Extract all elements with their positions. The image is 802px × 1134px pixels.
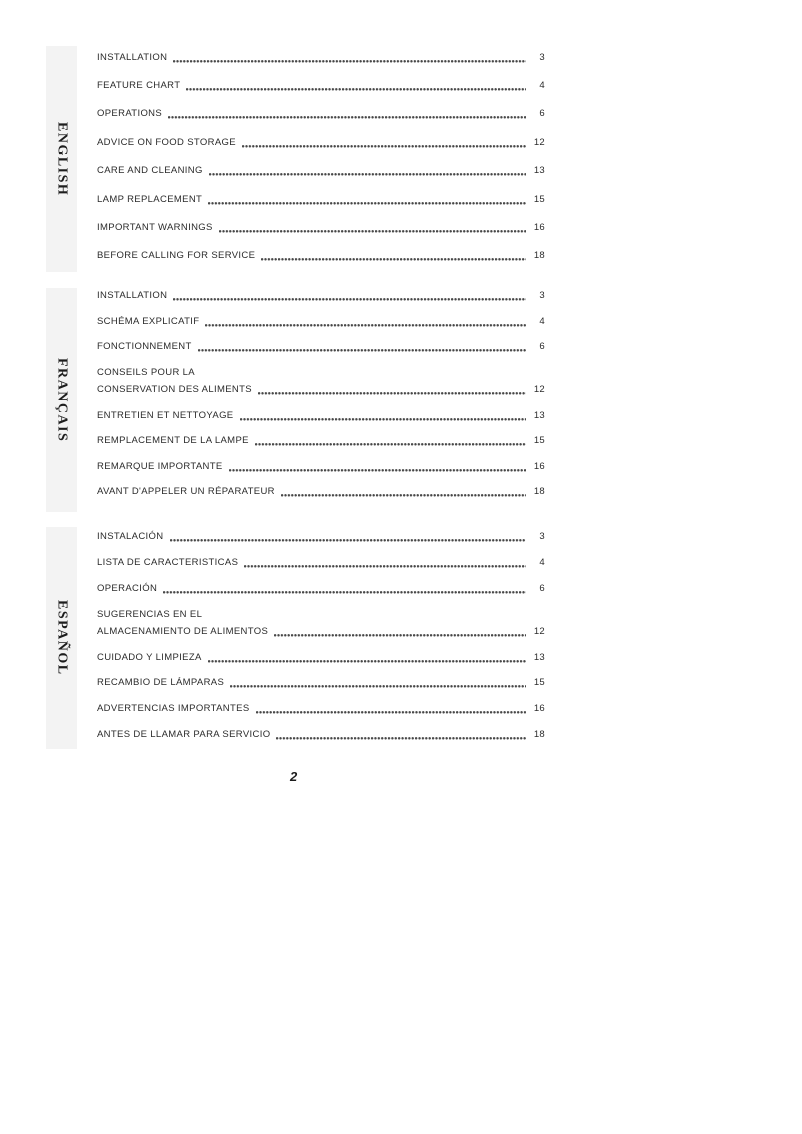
dotted-leader	[230, 685, 526, 688]
toc-entry	[97, 454, 545, 480]
toc-entry	[97, 696, 545, 722]
dotted-leader	[261, 258, 526, 261]
toc-entry-page-number: 16	[533, 703, 545, 715]
toc-entry	[97, 100, 545, 128]
toc-entry-title: IMPORTANT WARNINGS	[97, 222, 213, 234]
toc-entry-line	[97, 483, 545, 500]
toc-entry	[97, 283, 545, 309]
toc-section-espanol	[97, 524, 545, 747]
dotted-leader	[219, 230, 526, 233]
toc-entry-line	[97, 407, 545, 424]
page-number: 2	[290, 769, 298, 784]
dotted-leader	[208, 202, 526, 205]
dotted-leader	[186, 88, 526, 91]
toc-entry-line	[97, 364, 545, 381]
toc-entry-page-number: 18	[533, 250, 545, 262]
toc-entry-page-number: 6	[539, 108, 545, 120]
toc-entry-line	[97, 49, 545, 66]
toc-entry	[97, 550, 545, 576]
toc-entry-page-number: 4	[539, 315, 545, 327]
toc-entry-line	[97, 606, 545, 623]
language-strip-espanol	[46, 527, 77, 749]
dotted-leader	[240, 418, 527, 421]
language-label-francais: FRANÇAIS	[54, 357, 70, 443]
toc-entry-title: INSTALLATION	[97, 51, 168, 63]
toc-entry-title: BEFORE CALLING FOR SERVICE	[97, 250, 256, 262]
toc-entry-page-number: 6	[539, 341, 545, 353]
toc-entry	[97, 185, 545, 213]
toc-entry-page-number: 13	[533, 165, 545, 177]
toc-entry-line	[97, 77, 545, 94]
toc-entry-page-number: 3	[539, 290, 545, 302]
toc-entry-title: CONSERVATION DES ALIMENTS	[97, 384, 252, 396]
toc-entry-title: FONCTIONNEMENT	[97, 341, 192, 353]
toc-entry	[97, 334, 545, 360]
dotted-leader	[229, 469, 526, 472]
toc-entry-line	[97, 726, 545, 743]
toc-entry-title: RECAMBIO DE LÁMPARAS	[97, 677, 225, 689]
toc-entry-line	[97, 338, 545, 355]
toc-entry-line	[97, 313, 545, 330]
dotted-leader	[208, 660, 526, 663]
toc-entry	[97, 601, 545, 644]
toc-entry-title: AVANT D'APPELER UN RÉPARATEUR	[97, 486, 275, 498]
toc-entry-title: LAMP REPLACEMENT	[97, 193, 203, 205]
toc-entry	[97, 128, 545, 156]
toc-entry	[97, 402, 545, 428]
toc-entry	[97, 479, 545, 505]
toc-entry-line	[97, 191, 545, 208]
toc-entry-title: SUGERENCIAS EN EL	[97, 608, 203, 620]
toc-entry-page-number: 15	[533, 193, 545, 205]
toc-entry-line	[97, 381, 545, 398]
toc-entry-page-number: 3	[539, 51, 545, 63]
toc-entry	[97, 309, 545, 335]
toc-entry	[97, 670, 545, 696]
dotted-leader	[258, 392, 526, 395]
toc-entry-title: ENTRETIEN ET NETTOYAGE	[97, 409, 234, 421]
toc-entry-line	[97, 134, 545, 151]
toc-entry-page-number: 12	[533, 136, 545, 148]
toc-entry-title: REMARQUE IMPORTANTE	[97, 460, 223, 472]
dotted-leader	[170, 539, 527, 542]
toc-entry-title: LISTA DE CARACTERISTICAS	[97, 557, 239, 569]
dotted-leader	[173, 298, 526, 301]
toc-entry-page-number: 13	[533, 651, 545, 663]
toc-entry-line	[97, 580, 545, 597]
toc-entry	[97, 71, 545, 99]
language-strip-francais	[46, 288, 77, 512]
toc-entry-title: ALMACENAMIENTO DE ALIMENTOS	[97, 625, 269, 637]
dotted-leader	[256, 711, 526, 714]
toc-entry-line	[97, 219, 545, 236]
toc-entry-title: CUIDADO Y LIMPIEZA	[97, 651, 202, 663]
toc-entry-title: CONSEILS POUR LA	[97, 367, 195, 379]
toc-entry	[97, 157, 545, 185]
toc-entry-title: ADVERTENCIAS IMPORTANTES	[97, 703, 250, 715]
toc-entry-line	[97, 554, 545, 571]
toc-entry	[97, 576, 545, 602]
toc-entry-page-number: 18	[533, 486, 545, 498]
toc-entry-title: SCHÉMA EXPLICATIF	[97, 315, 200, 327]
toc-entry-line	[97, 674, 545, 691]
toc-entry-title: INSTALLATION	[97, 290, 168, 302]
toc-entry-title: INSTALACIÓN	[97, 531, 164, 543]
toc-entry-page-number: 4	[539, 557, 545, 569]
toc-entry-page-number: 16	[533, 460, 545, 472]
toc-entry-line	[97, 528, 545, 545]
toc-entry-line	[97, 432, 545, 449]
toc-entry-page-number: 18	[533, 728, 545, 740]
dotted-leader	[274, 634, 526, 637]
toc-entry-title: OPERACIÓN	[97, 582, 158, 594]
toc-entry-title: ADVICE ON FOOD STORAGE	[97, 136, 236, 148]
toc-entry	[97, 213, 545, 241]
toc-entry-title: REMPLACEMENT DE LA LAMPE	[97, 435, 249, 447]
toc-entry-page-number: 16	[533, 222, 545, 234]
dotted-leader	[168, 116, 526, 119]
toc-entry-title: ANTES DE LLAMAR PARA SERVICIO	[97, 728, 271, 740]
toc-entry	[97, 43, 545, 71]
toc-entry-line	[97, 700, 545, 717]
toc-entry-page-number: 15	[533, 677, 545, 689]
dotted-leader	[173, 60, 526, 63]
toc-entry-page-number: 6	[539, 582, 545, 594]
dotted-leader	[209, 173, 526, 176]
dotted-leader	[163, 591, 526, 594]
toc-entry-title: FEATURE CHART	[97, 80, 181, 92]
dotted-leader	[205, 324, 526, 327]
toc-entry-title: CARE AND CLEANING	[97, 165, 203, 177]
dotted-leader	[242, 145, 526, 148]
toc-entry	[97, 360, 545, 403]
toc-entry-line	[97, 105, 545, 122]
toc-entry-line	[97, 287, 545, 304]
toc-entry-line	[97, 623, 545, 640]
toc-entry-line	[97, 162, 545, 179]
toc-entry-line	[97, 649, 545, 666]
toc-entry-page-number: 12	[533, 384, 545, 396]
toc-entry-title: OPERATIONS	[97, 108, 163, 120]
toc-entry-page-number: 12	[533, 625, 545, 637]
dotted-leader	[244, 565, 526, 568]
toc-entry-page-number: 15	[533, 435, 545, 447]
toc-section-francais	[97, 283, 545, 505]
language-strip-english	[46, 46, 77, 272]
toc-entry-page-number: 3	[539, 531, 545, 543]
toc-entry-page-number: 4	[539, 80, 545, 92]
toc-section-english	[97, 43, 545, 270]
toc-entry	[97, 644, 545, 670]
dotted-leader	[198, 349, 526, 352]
dotted-leader	[255, 443, 526, 446]
language-label-english: ENGLISH	[54, 121, 70, 197]
toc-entry-line	[97, 458, 545, 475]
toc-entry-page-number: 13	[533, 409, 545, 421]
dotted-leader	[281, 494, 526, 497]
toc-entry	[97, 524, 545, 550]
toc-entry	[97, 428, 545, 454]
toc-entry	[97, 722, 545, 748]
toc-entry-line	[97, 247, 545, 264]
dotted-leader	[276, 737, 526, 740]
toc-entry	[97, 242, 545, 270]
language-label-espanol: ESPAÑOL	[54, 600, 70, 676]
